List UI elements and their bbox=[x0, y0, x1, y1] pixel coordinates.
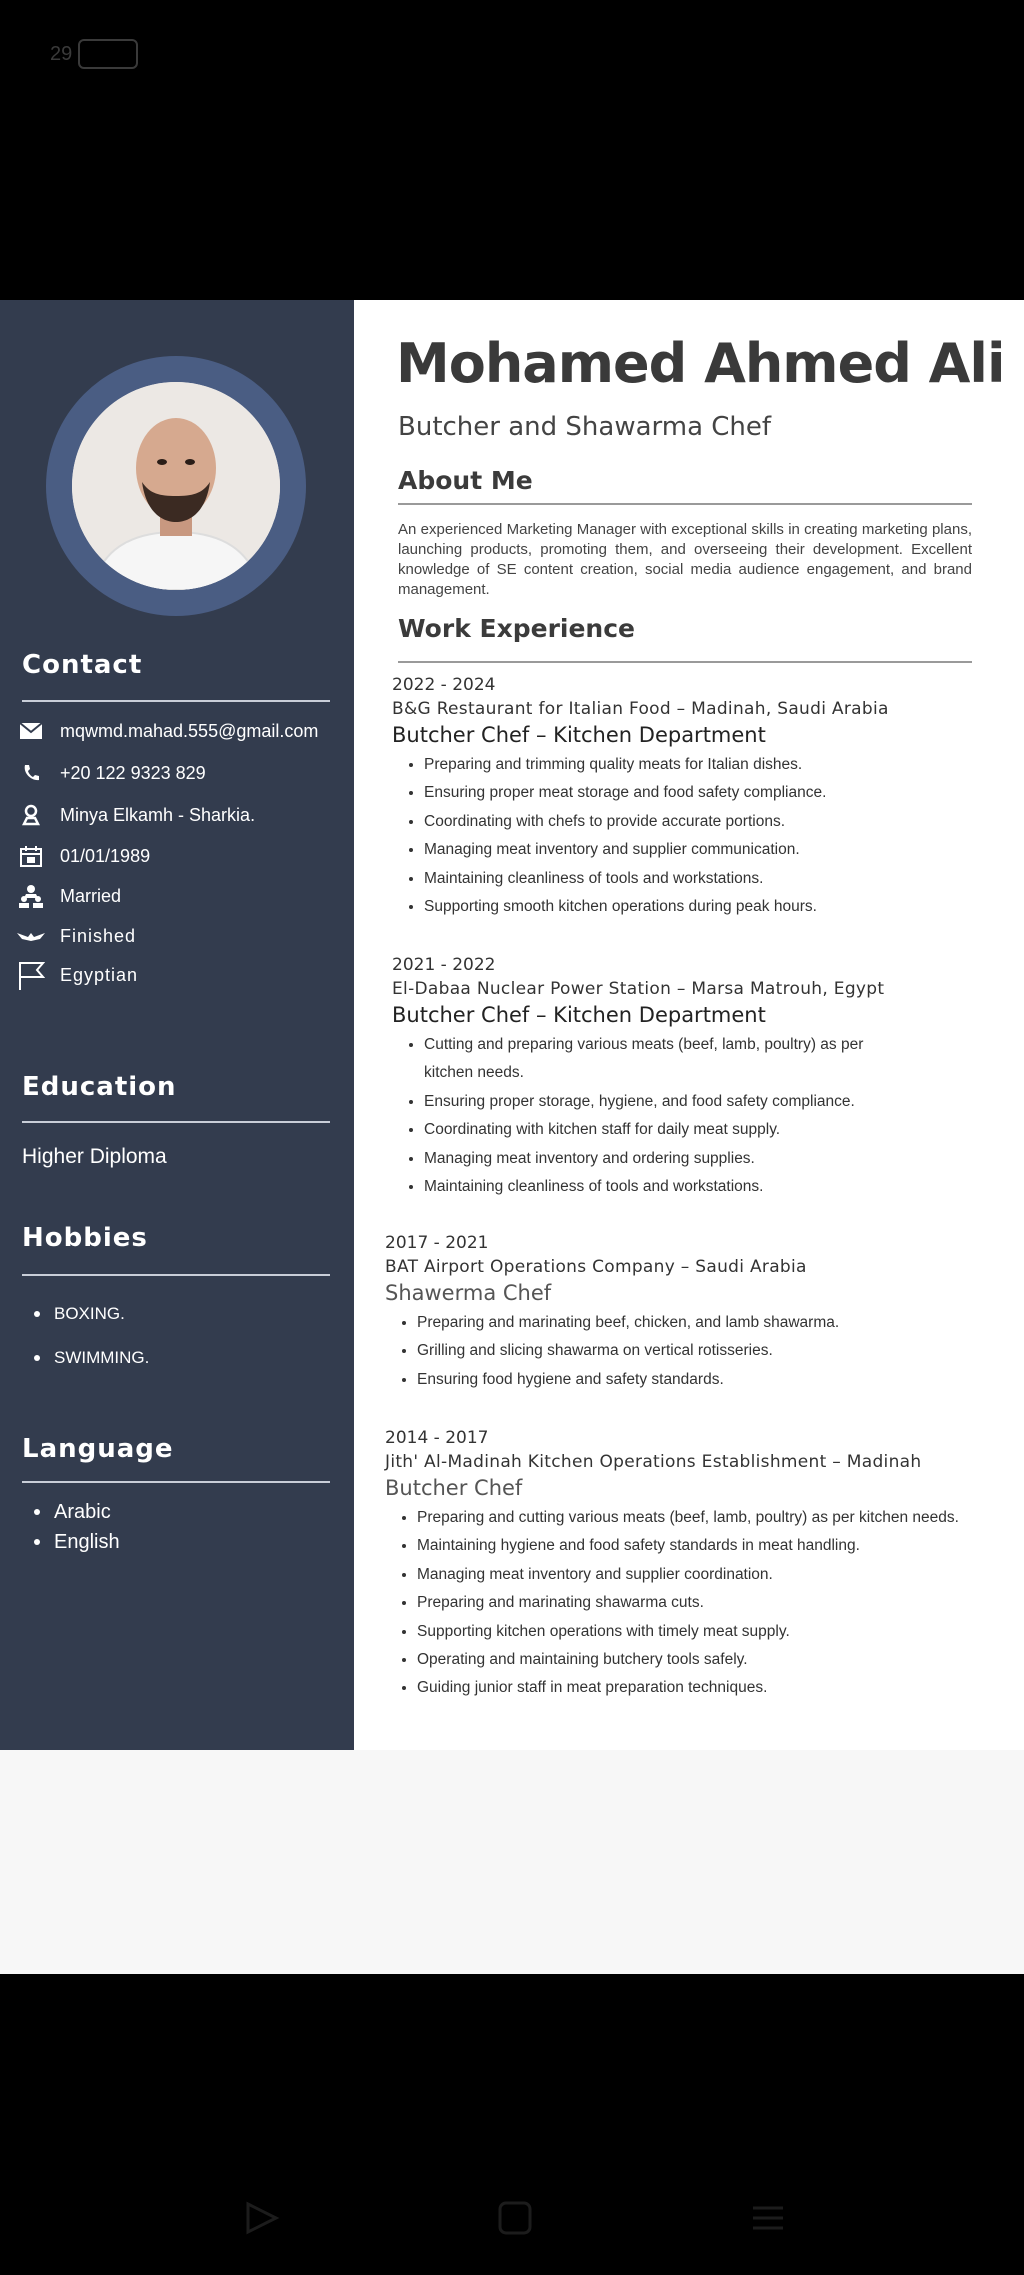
contact-marital-status bbox=[16, 883, 121, 909]
nav-home-button[interactable] bbox=[497, 2200, 533, 2236]
phone-text: +20 122 9323 829 bbox=[60, 762, 206, 783]
list-item: • Coordinating with kitchen staff for daily meat supply. bbox=[424, 1116, 944, 1144]
contact-birthdate bbox=[16, 843, 150, 869]
contact-phone bbox=[16, 760, 206, 786]
contact-divider bbox=[22, 700, 330, 702]
education-degree: Higher Diploma bbox=[22, 1145, 167, 1168]
birthdate-text: 01/01/1989 bbox=[60, 845, 151, 866]
contact-military-status bbox=[16, 923, 136, 949]
list-item: • Ensuring proper meat storage and food safety compliance. bbox=[424, 779, 1024, 807]
sidebar bbox=[0, 300, 354, 1750]
job-entry bbox=[385, 1233, 1024, 1394]
about-text: An experienced Marketing Manager with exceptional skills in creating marketing plans, launching products, promoting them, and overseeing their development. Excellent knowledge of SE content creation, social media audience engagement, and brand management. bbox=[398, 521, 972, 598]
list-item: • Supporting smooth kitchen operations during peak hours. bbox=[424, 893, 1024, 921]
list-item: Arabic bbox=[30, 1497, 120, 1527]
list-item: • Preparing and trimming quality meats for Italian dishes. bbox=[424, 751, 1024, 779]
contact-nationality bbox=[16, 962, 138, 988]
list-item: • Maintaining hygiene and food safety standards in meat handling. bbox=[417, 1532, 1017, 1560]
profile-photo bbox=[72, 382, 280, 590]
list-item: • Preparing and marinating beef, chicken, and lamb shawarma. bbox=[417, 1309, 1024, 1337]
viewer-background bbox=[0, 1750, 1024, 1974]
nationality-text: Egyptian bbox=[60, 964, 139, 985]
list-item: • Preparing and cutting various meats (beef, lamb, poultry) as per kitchen needs. bbox=[417, 1504, 1017, 1532]
contact-email bbox=[16, 718, 318, 744]
job-entry bbox=[392, 955, 1024, 1201]
list-item: • Maintaining cleanliness of tools and workstations. bbox=[424, 865, 1024, 893]
list-item: English bbox=[30, 1527, 120, 1557]
job-dates: 2021 - 2022 bbox=[392, 955, 496, 975]
list-item: • Grilling and slicing shawarma on vertical rotisseries. bbox=[417, 1337, 1024, 1365]
list-item: • Guiding junior staff in meat preparation techniques. bbox=[417, 1674, 1017, 1702]
nav-recents-button[interactable] bbox=[750, 2200, 786, 2236]
phone-icon bbox=[16, 760, 46, 786]
hobbies-list bbox=[30, 1292, 149, 1380]
job-duties bbox=[392, 1031, 944, 1201]
profile-photo-ring bbox=[46, 356, 306, 616]
list-item: SWIMMING. bbox=[30, 1336, 149, 1380]
job-role: Butcher Chef – Kitchen Department bbox=[392, 1003, 766, 1027]
back-triangle-icon bbox=[244, 2200, 280, 2236]
job-duties bbox=[385, 1504, 1017, 1703]
language-list bbox=[30, 1497, 120, 1557]
battery-icon bbox=[78, 39, 138, 69]
list-item: • Managing meat inventory and supplier communication. bbox=[424, 836, 1024, 864]
main-content bbox=[354, 300, 1024, 1750]
job-role: Shawerma Chef bbox=[385, 1281, 552, 1305]
status-bar bbox=[50, 40, 138, 68]
job-entry bbox=[385, 1428, 1024, 1703]
language-title: Language bbox=[22, 1434, 174, 1464]
calendar-icon bbox=[16, 843, 46, 869]
menu-lines-icon bbox=[750, 2200, 786, 2236]
job-role: Butcher Chef – Kitchen Department bbox=[392, 723, 766, 747]
list-item: • Preparing and marinating shawarma cuts. bbox=[417, 1589, 1017, 1617]
about-divider bbox=[398, 503, 972, 505]
list-item: • Managing meat inventory and supplier coordination. bbox=[417, 1561, 1017, 1589]
home-square-icon bbox=[497, 2200, 533, 2236]
list-item: • Managing meat inventory and ordering supplies. bbox=[424, 1145, 944, 1173]
military-badge-icon bbox=[16, 923, 46, 949]
job-company: B&G Restaurant for Italian Food – Madinah, Saudi Arabia bbox=[392, 699, 889, 719]
job-entry bbox=[392, 675, 1024, 921]
list-item: • Ensuring proper storage, hygiene, and food safety compliance. bbox=[424, 1088, 964, 1116]
resume-page bbox=[0, 300, 1024, 1750]
list-item: • Ensuring food hygiene and safety standards. bbox=[417, 1366, 1024, 1394]
envelope-icon bbox=[16, 718, 46, 744]
job-company: BAT Airport Operations Company – Saudi Arabia bbox=[385, 1257, 807, 1277]
job-dates: 2014 - 2017 bbox=[385, 1428, 489, 1448]
job-duties bbox=[385, 1309, 1024, 1394]
job-role: Butcher Chef bbox=[385, 1476, 523, 1500]
job-dates: 2022 - 2024 bbox=[392, 675, 496, 695]
military-status-text: Finished bbox=[60, 925, 137, 946]
hobbies-title: Hobbies bbox=[22, 1223, 148, 1253]
work-divider bbox=[398, 661, 972, 663]
location-pin-icon bbox=[16, 802, 46, 828]
list-item: • Maintaining cleanliness of tools and workstations. bbox=[424, 1173, 944, 1201]
battery-level: 29 bbox=[50, 42, 73, 65]
flag-icon bbox=[16, 962, 46, 988]
marital-status-text: Married bbox=[60, 885, 122, 906]
email-text: mqwmd.mahad.555@gmail.com bbox=[60, 720, 319, 741]
family-icon bbox=[16, 883, 46, 909]
work-title: Work Experience bbox=[398, 614, 635, 643]
list-item: • Coordinating with chefs to provide accurate portions. bbox=[424, 808, 1024, 836]
list-item: • Cutting and preparing various meats (beef, lamb, poultry) as per kitchen needs. bbox=[424, 1031, 894, 1088]
about-title: About Me bbox=[398, 466, 533, 495]
job-company: Jith' Al-Madinah Kitchen Operations Establishment – Madinah bbox=[385, 1452, 922, 1472]
contact-title: Contact bbox=[22, 650, 143, 680]
hobbies-divider bbox=[22, 1274, 330, 1276]
person-portrait-icon bbox=[72, 382, 280, 590]
list-item: • Operating and maintaining butchery tools safely. bbox=[417, 1646, 1017, 1674]
job-company: El-Dabaa Nuclear Power Station – Marsa Matrouh, Egypt bbox=[392, 979, 885, 999]
education-divider bbox=[22, 1121, 330, 1123]
job-title: Butcher and Shawarma Chef bbox=[398, 412, 772, 442]
job-duties bbox=[392, 751, 1024, 921]
list-item: BOXING. bbox=[30, 1292, 149, 1336]
job-dates: 2017 - 2021 bbox=[385, 1233, 489, 1253]
education-title: Education bbox=[22, 1072, 177, 1102]
full-name: Mohamed Ahmed Ali bbox=[396, 332, 1005, 395]
address-text: Minya Elkamh - Sharkia. bbox=[60, 804, 256, 825]
list-item: • Supporting kitchen operations with timely meat supply. bbox=[417, 1618, 1017, 1646]
language-divider bbox=[22, 1481, 330, 1483]
nav-back-button[interactable] bbox=[244, 2200, 280, 2236]
contact-address bbox=[16, 802, 255, 828]
